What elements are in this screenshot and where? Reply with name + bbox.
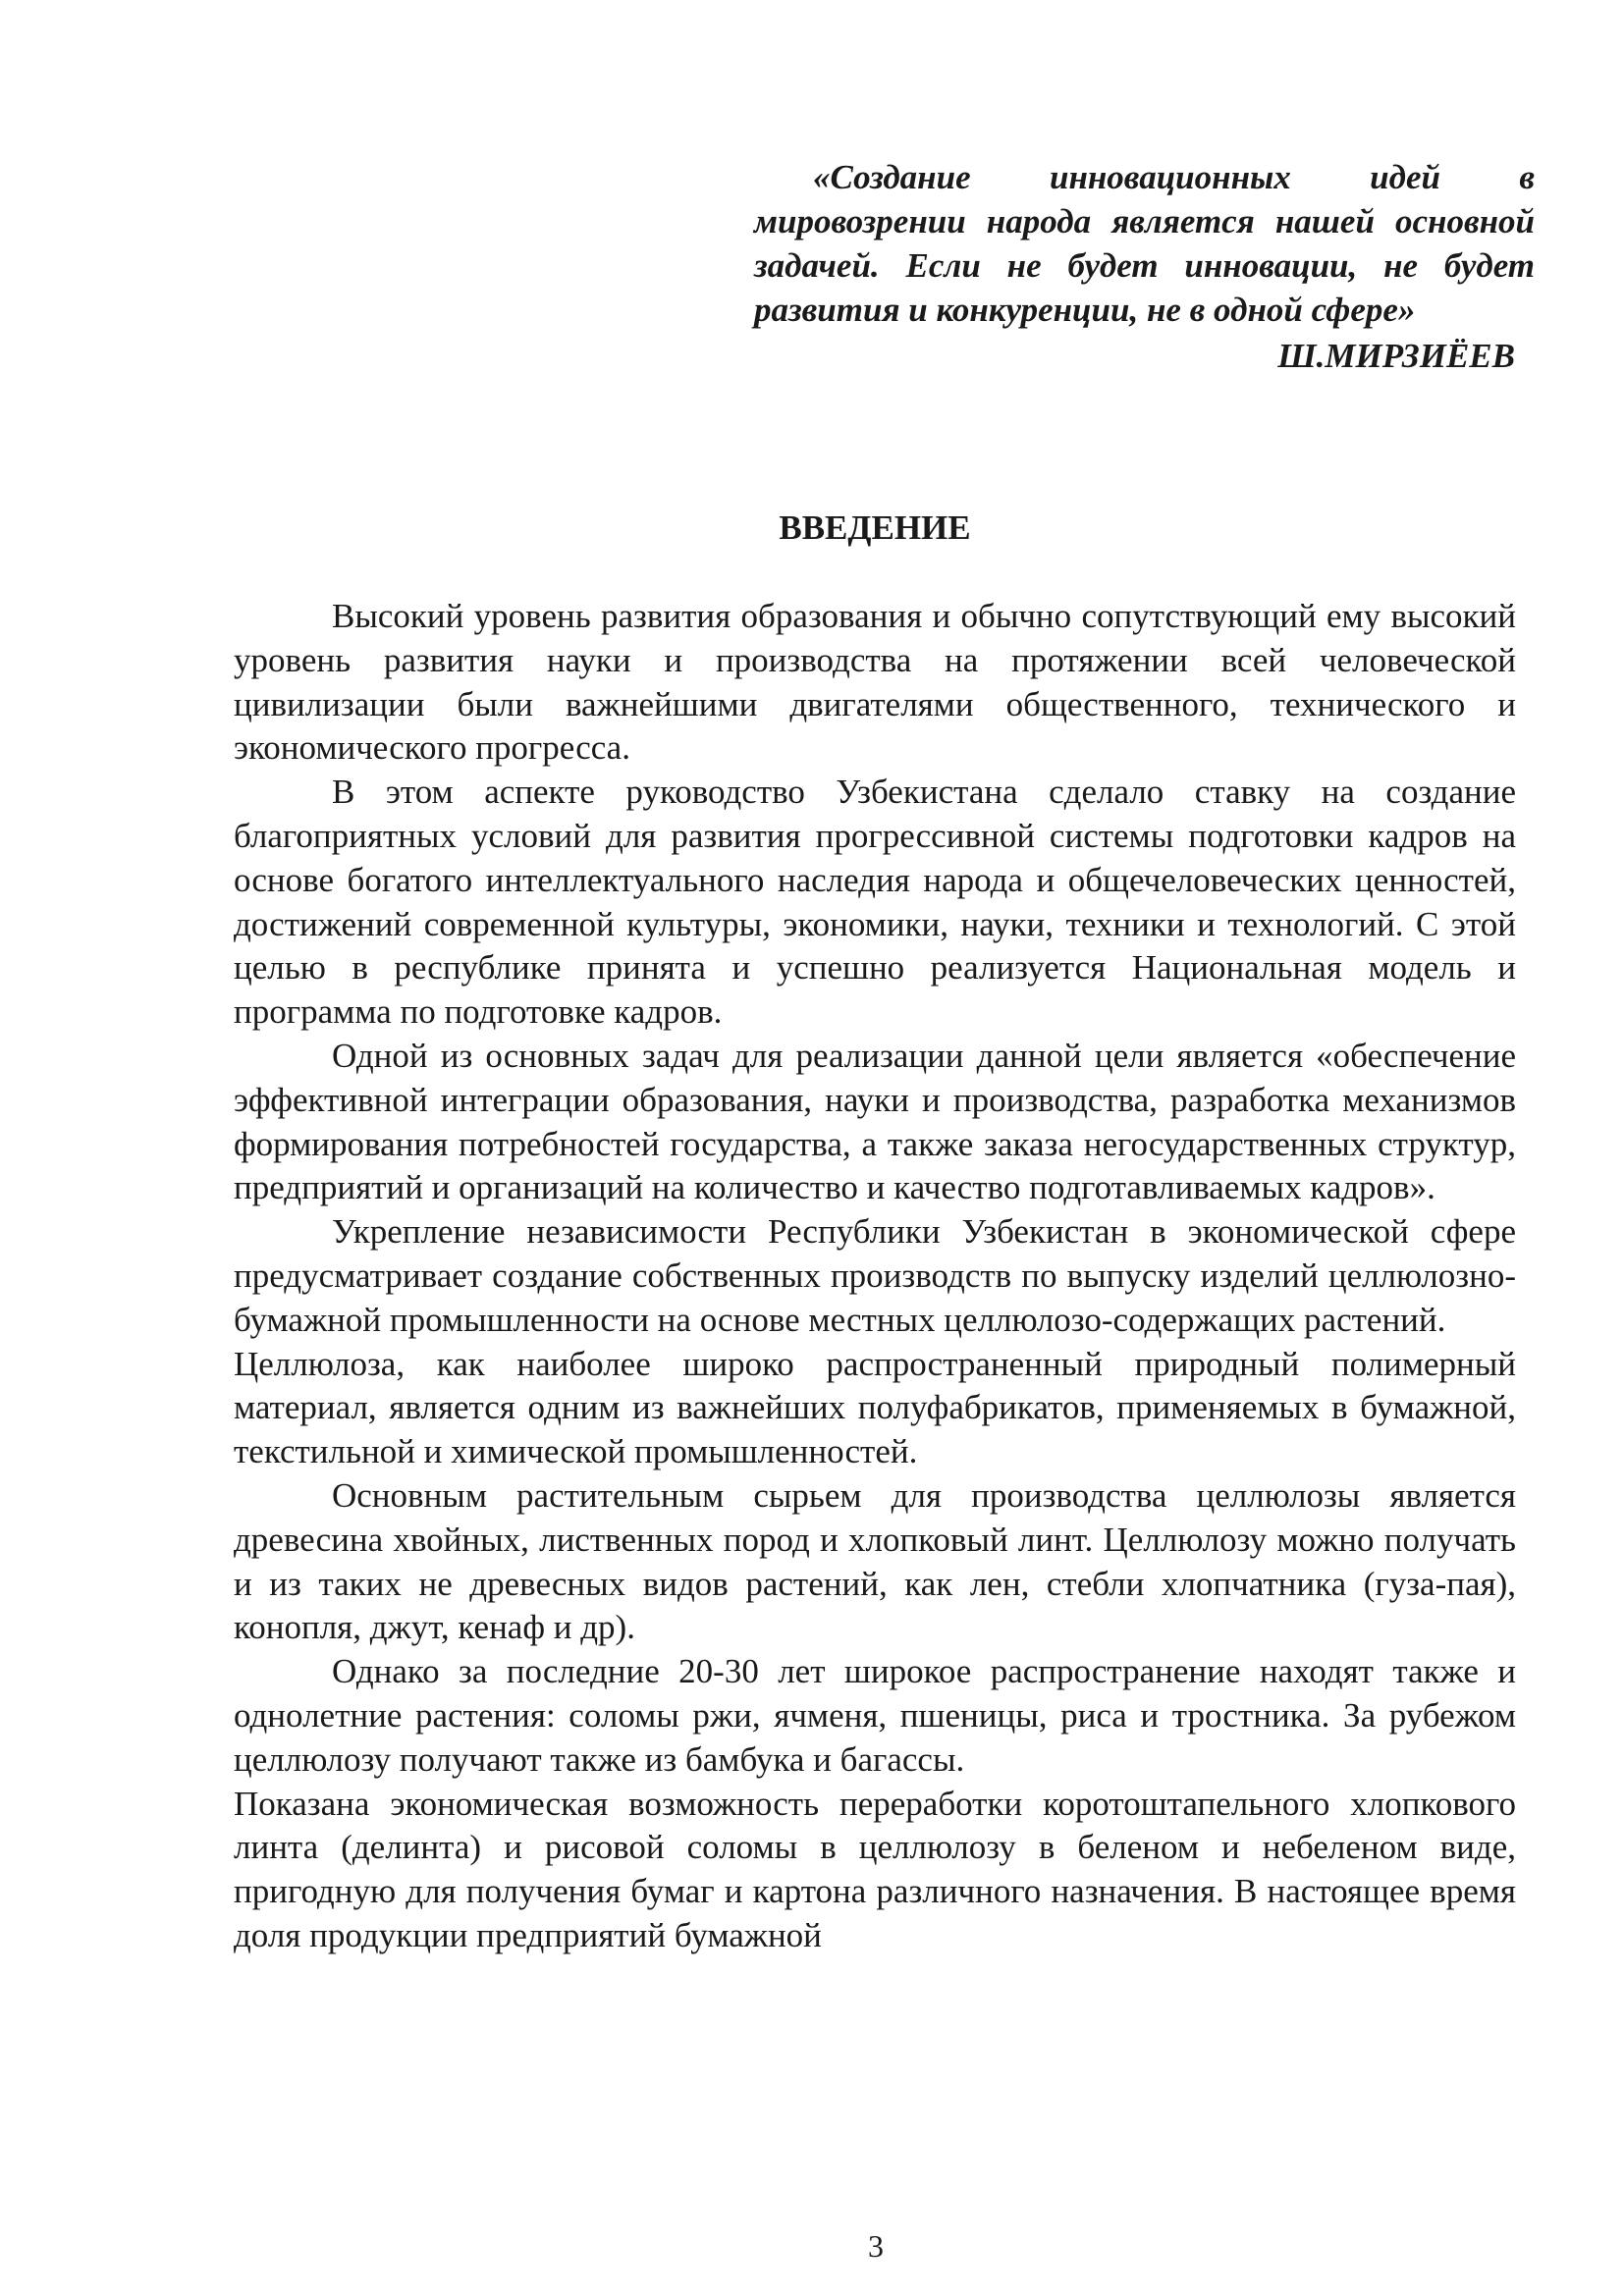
- body-text: [234, 595, 1516, 1958]
- epigraph-quote: «Создание инновационных идей в мировозрении народа является нашей основной задачей. Если не будет инновации, не будет развития и конкуренции, не в одной сфере»: [754, 158, 1535, 329]
- paragraph: Целлюлоза, как наиболее широко распространенный природный полимерный материал, является одним из важнейших полуфабрикатов, применяемых в бумажной, текстильной и химической промышленностей.: [234, 1344, 1516, 1471]
- paragraph: Однако за последние 20-30 лет широкое распространение находят также и однолетние растения: соломы ржи, ячменя, пшеницы, риса и тростника. За рубежом целлюлозу получают также из бамбука и багассы.: [234, 1652, 1516, 1779]
- epigraph: [754, 155, 1535, 378]
- paragraph: Показана экономическая возможность переработки коротоштапельного хлопкового линта (делинта) и рисовой соломы в целлюлозу в беленом и небеленом виде, пригодную для получения бумаг и картона различного назначения. В настоящее время доля продукции предприятий бумажной: [234, 1784, 1516, 1954]
- paragraph: Одной из основных задач для реализации данной цели является «обеспечение эффективной интеграции образования, науки и производства, разработка механизмов формирования потребностей государства, а также заказа негосударственных структур, предприятий и организаций на количество и качество подготавливаемых кадров».: [234, 1036, 1516, 1207]
- paragraph: Укрепление независимости Республики Узбекистан в экономической сфере предусматривает создание собственных производств по выпуску изделий целлюлозно-бумажной промышленности на основе местных целлюлозо-содержащих растений.: [234, 1212, 1516, 1339]
- epigraph-author: Ш.МИРЗИЁЕВ: [1277, 337, 1515, 375]
- page-number: 3: [868, 2228, 884, 2264]
- paragraph: Высокий уровень развития образования и обычно сопутствующий ему высокий уровень развития науки и производства на протяжении всей человеческой цивилизации были важнейшими двигателями общественного, технического и экономического прогресса.: [234, 597, 1516, 768]
- section-title: ВВЕДЕНИЕ: [779, 508, 971, 547]
- paragraph: В этом аспекте руководство Узбекистана сделало ставку на создание благоприятных условий для развития прогрессивной системы подготовки кадров на основе богатого интеллектуального наследия народа и общечеловеческих ценностей, достижений современной культуры, экономики, науки, техники и технологий. С этой целью в республике принята и успешно реализуется Национальная модель и программа по подготовке кадров.: [234, 773, 1516, 1032]
- paragraph: Основным растительным сырьем для производства целлюлозы является древесина хвойных, лиственных пород и хлопковый линт. Целлюлозу можно получать и из таких не древесных видов растений, как лен, стебли хлопчатника (гуза-пая), конопля, джут, кенаф и др).: [234, 1475, 1516, 1647]
